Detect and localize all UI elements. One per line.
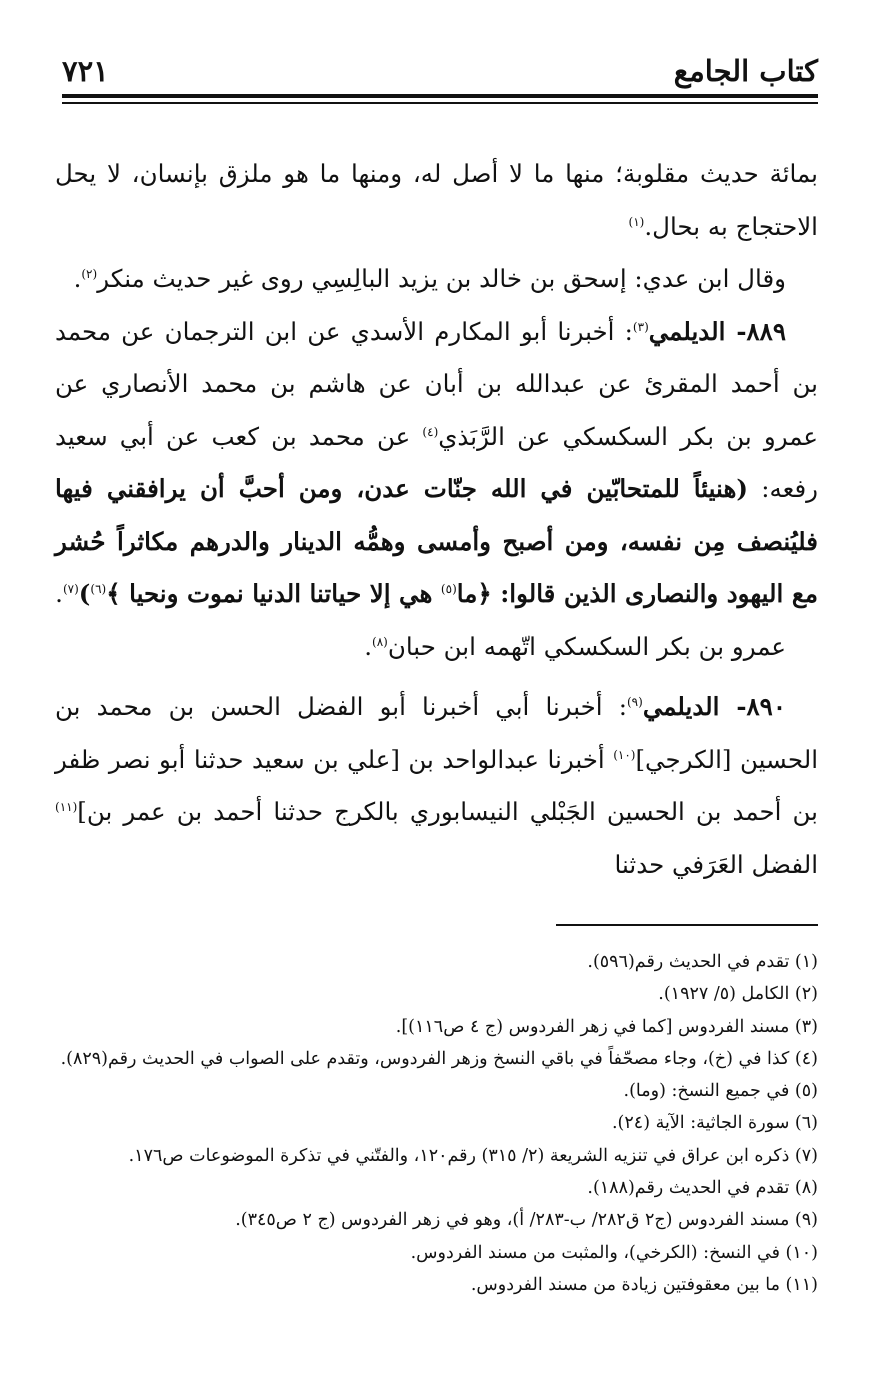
footnote-ref: (٩) (626, 694, 643, 709)
running-title: كتاب الجامع (673, 54, 818, 88)
footnote-6: (٦) سورة الجاثية: الآية (٢٤). (611, 1113, 818, 1134)
footnote-ref: (٥) (440, 581, 457, 596)
footnote-ref: (٢) (81, 266, 98, 281)
paragraph-1: بمائة حديث مقلوبة؛ منها ما لا أصل له، ومنها ما هو ملزق بإنسان، لا يحل الاحتجاج به بحال.$^{(١)}$ (55, 159, 818, 241)
footnote-8: (٨) تقدم في الحديث رقم(١٨٨). (587, 1178, 818, 1199)
paragraph-2: وقال ابن عدي: إسحق بن خالد بن يزيد البالِسِي روى غير حديث منكر$^{(٢)}$. (73, 264, 786, 293)
hadith-number: ٨٩٠- الديلمي (642, 692, 786, 721)
footnote-4: (٤) كذا في (خ)، وجاء مصحّفاً في باقي النسخ وزهر الفردوس، وتقدم على الصواب في الحديث رقم(٨٢٩). (60, 1048, 818, 1069)
footnote-11: (١١) ما بين معقوفتين زيادة من مسند الفردوس. (470, 1274, 818, 1295)
footnote-9: (٩) مسند الفردوس (ج٢ ق٢٨٢/ ب-٢٨٣/ أ)، وهو في زهر الفردوس (ج ٢ ص٣٤٥). (235, 1210, 818, 1231)
footnote-ref: (٧) (62, 581, 79, 596)
footnote-3: (٣) مسند الفردوس [كما في زهر الفردوس (ج ٤ ص١١٦)]. (395, 1016, 818, 1037)
footnote-ref: (٤) (422, 424, 439, 439)
footnote-5: (٥) في جميع النسخ: (وما). (623, 1081, 818, 1102)
footnote-separator (556, 924, 818, 926)
footnote-ref: (٣) (632, 319, 649, 334)
footnote-10: (١٠) في النسخ: (الكرخي)، والمثبت من مسند الفردوس. (410, 1242, 818, 1263)
footnote-ref: (٦) (90, 581, 107, 596)
quran-verse: هي إلا حياتنا الدنيا نموت ونحيا ﴾ (106, 579, 441, 608)
footnote-ref: (١١) (55, 799, 78, 814)
page-header (62, 38, 818, 88)
footnotes (60, 946, 818, 1301)
main-text (55, 148, 818, 891)
footnote-1: (١) تقدم في الحديث رقم(٥٩٦). (587, 952, 818, 972)
footnote-2: (٢) الكامل (٥/ ١٩٢٧). (658, 984, 818, 1005)
footnote-ref: (٨) (372, 634, 388, 649)
footnote-7: (٧) ذكره ابن عراق في تنزيه الشريعة (٢/ ٣١٥) رقم١٢٠، والفتّني في تذكرة الموضوعات ص١٧٦. (128, 1145, 818, 1166)
hadith-890: ٨٩٠- الديلمي$^{(٩)}$: أخبرنا أبي أخبرنا أبو الفضل الحسن بن محمد بن الحسين [الكرجي]$^{(١٠)}$ أخبرنا عبدالواحد بن [علي بن سعيد حدثنا أبو نصر ظفر بن أحمد بن الحسين الجَبْلي النيسابوري بالكرج حدثنا أحمد بن عمر بن]$^{(١١)}$ الفضل العَرَفي حدثنا (55, 692, 818, 879)
footnote-ref: (١) (628, 214, 645, 229)
header-rule-thick (62, 94, 818, 98)
hadith-number: ٨٨٩- الديلمي (648, 316, 786, 346)
hadith-889: ٨٨٩- الديلمي$^{(٣)}$: أخبرنا أبو المكارم الأسدي عن ابن الترجمان عن محمد بن أحمد المقرئ عن عبدالله بن أبان عن هاشم بن محمد الأنصاري عن عمرو بن بكر السكسكي عن الرَّبَذي$^{(٤)}$ عن محمد بن كعب عن أبي سعيد رفعه: (هنيئاً للمتحابّين في الله جنّات عدن، ومن أحبَّ أن يرافقني فيها فليُنصف مِن نفسه، ومن أصبح وأمسى وهمُّه الدينار والدرهم مكاثراً حُشر مع اليهود والنصارى الذين قالوا: ﴿ما$^{(٥)}$ هي إلا حياتنا الدنيا نموت ونحيا ﴾$^{(٦)}$)$^{(٧)}$. (55, 316, 818, 608)
footnote-ref: (١٠) (613, 747, 636, 762)
hadith-text: (هنيئاً للمتحابّين في الله جنّات عدن، ومن أحبَّ أن يرافقني فيها فليُنصف مِن نفسه، ومن أصبح وأمسى وهمُّه الدينار والدرهم مكاثراً حُشر مع اليهود والنصارى الذين قالوا: ﴿ما (55, 474, 818, 608)
paragraph-4: عمرو بن بكر السكسكي اتّهمه ابن حبان$^{(٨)}$. (364, 631, 786, 661)
page-number: ٧٢١ (62, 54, 109, 88)
header-rule-thin (62, 102, 818, 104)
